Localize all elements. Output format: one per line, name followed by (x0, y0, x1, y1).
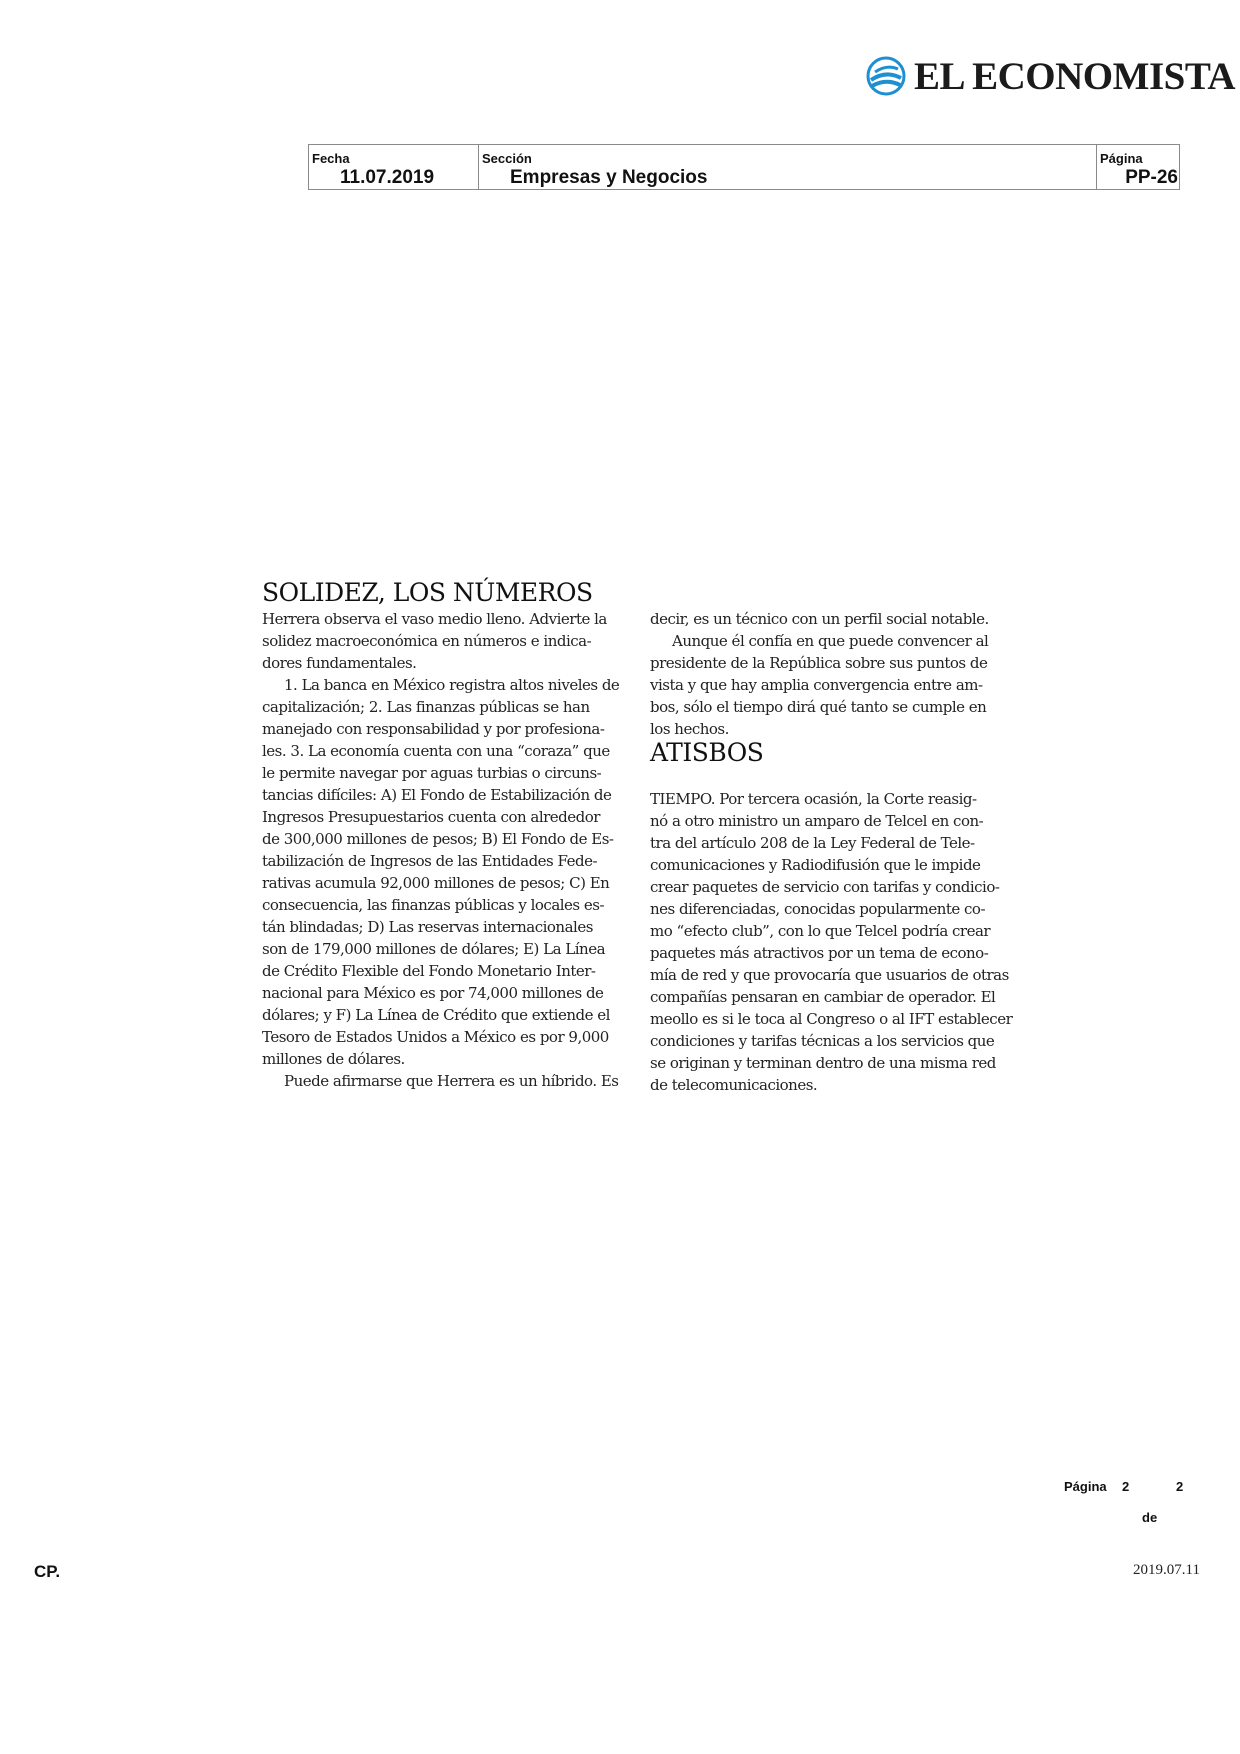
seccion-cell (478, 145, 1096, 189)
logo-text: EL ECONOMISTA (914, 54, 1236, 98)
paragraph: Puede afirmarse que Herrera es un híbrido. Es (284, 1072, 619, 1090)
logo (866, 54, 1235, 98)
article-right-column (650, 608, 1020, 740)
footer-page-label: Página (1064, 1479, 1107, 1494)
paragraph: 1. La banca en México registra altos niveles de capitalización; 2. Las finanzas públicas se han manejado con responsabilidad y por profesiona- les. 3. La economía cuenta con una “coraza” que le permite navegar por aguas turbias o circuns- tancias difíciles: A) El Fondo de Estabilización de Ingresos Presupuestarios cuenta con alrededor de 300,000 millones de pesos; B) El Fondo de Es- tabilización de Ingresos de las Entidades Fede- rativas acumula 92,000 millones de pesos; C) En consecuencia, las finanzas públicas y locales es- tán blindadas; D) Las reservas internacionales son de 179,000 millones de dólares; E) La Línea de Crédito Flexible del Fondo Monetario Inter- nacional para México es por 74,000 millones de dólares; y F) La Línea de Crédito que extiende el Tesoro de Estados Unidos a México es por 9,000 millones de dólares. (262, 676, 620, 1068)
footer-page-current: 2 (1122, 1479, 1130, 1494)
pagina-cell (1096, 145, 1179, 189)
fecha-label: Fecha (312, 151, 350, 166)
seccion-label: Sección (482, 151, 532, 166)
section-heading-solidez: SOLIDEZ, LOS NÚMEROS (262, 578, 593, 607)
seccion-value: Empresas y Negocios (510, 167, 708, 188)
footer-page-counter (1064, 1479, 1183, 1494)
el-economista-swirl-icon (866, 56, 906, 96)
pagina-value: PP-26 (1125, 167, 1178, 188)
footer-de-label: de (1142, 1510, 1158, 1525)
paragraph: Herrera observa el vaso medio lleno. Advierte la solidez macroeconómica en números e indica- dores fundamentales. (262, 610, 607, 672)
footer-page-total: 2 (1176, 1479, 1184, 1494)
footer-cp: CP. (34, 1562, 61, 1581)
fecha-value: 11.07.2019 (340, 167, 435, 188)
article-left-column (262, 578, 632, 1092)
paragraph: TIEMPO. Por tercera ocasión, la Corte reasig- nó a otro ministro un amparo de Telcel en con- tra del artículo 208 de la Ley Federal de Tele- comunicaciones y Radiodifusión que le impide crear paquetes de servicio con tarifas y condicio- nes diferenciadas, conocidas popularmente co- mo “efecto club”, con lo que Telcel podría crear paquetes más atractivos por un tema de econo- mía de red y que provocaría que usuarios de otras compañías pensaran en cambiar de operador. El meollo es si le toca al Congreso o al IFT establecer condiciones y tarifas técnicas a los servicios que se originan y terminan dentro de una misma red de telecomunicaciones. (650, 790, 1013, 1094)
paragraph: Aunque él confía en que puede convencer al presidente de la República sobre sus puntos de vista y que hay amplia convergencia entre am- bos, sólo el tiempo dirá qué tanto se cumple en los hechos. (650, 632, 989, 738)
metadata-table (308, 144, 1180, 190)
pagina-label: Página (1100, 151, 1143, 166)
paragraph: decir, es un técnico con un perfil social notable. (650, 610, 989, 628)
fecha-cell (309, 145, 478, 189)
footer-date: 2019.07.11 (1133, 1562, 1200, 1578)
section-heading-atisbos: ATISBOS (650, 738, 764, 767)
